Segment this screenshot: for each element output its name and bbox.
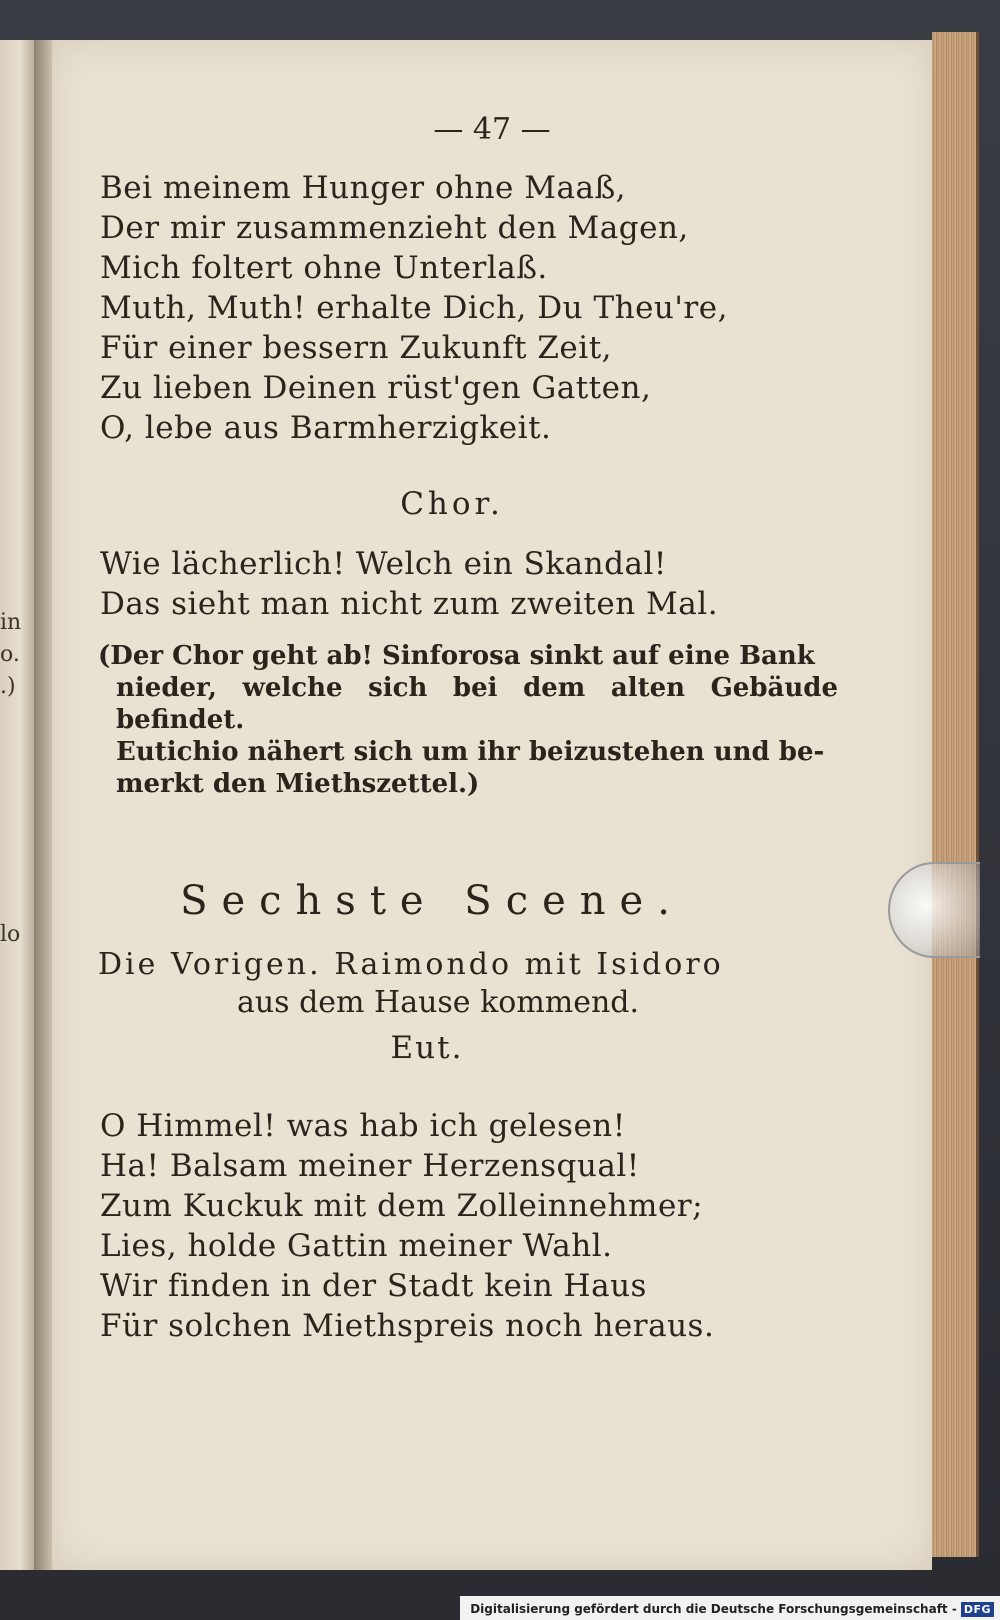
page-block-edge bbox=[932, 32, 979, 1557]
page-text bbox=[52, 40, 932, 1570]
left-margin-fragment: lo bbox=[0, 922, 21, 947]
stage-direction-line: Eutichio nähert sich um ihr beizustehen und be- bbox=[116, 737, 825, 767]
verse-block bbox=[100, 544, 718, 624]
verse-line: Zum Kuckuk mit dem Zolleinnehmer; bbox=[100, 1188, 704, 1224]
verse-line: Mich foltert ohne Unterlaß. bbox=[100, 250, 548, 286]
credit-text: Digitalisierung gefördert durch die Deutsche Forschungsgemeinschaft - bbox=[470, 1602, 957, 1616]
verse-block bbox=[100, 1106, 714, 1346]
scene-persons-line: Die Vorigen. Raimondo mit Isidoro bbox=[98, 947, 724, 982]
speaker-heading: Chor. bbox=[400, 486, 504, 522]
speaker-heading: Eut. bbox=[390, 1030, 464, 1066]
scene-persons-line: aus dem Hause kommend. bbox=[236, 985, 640, 1020]
stage-direction-line: (Der Chor geht ab! Sinforosa sinkt auf eine Bank bbox=[98, 641, 815, 671]
verse-line: Wie lächerlich! Welch ein Skandal! bbox=[100, 546, 667, 582]
verse-line: Das sieht man nicht zum zweiten Mal. bbox=[100, 586, 719, 622]
verse-line: Bei meinem Hunger ohne Maaß, bbox=[100, 170, 626, 206]
verse-line: Muth, Muth! erhalte Dich, Du Theu're, bbox=[100, 290, 728, 326]
left-margin-fragment: .) bbox=[0, 674, 16, 699]
stage-direction-line: merkt den Miethszettel.) bbox=[116, 769, 480, 799]
verse-line: Der mir zusammenzieht den Magen, bbox=[100, 210, 689, 246]
left-page-edge bbox=[0, 40, 36, 1570]
verse-line: Lies, holde Gattin meiner Wahl. bbox=[100, 1228, 613, 1264]
verse-line: Für einer bessern Zukunft Zeit, bbox=[100, 330, 612, 366]
verse-line: Zu lieben Deinen rüst'gen Gatten, bbox=[100, 370, 652, 406]
page-number: — 47 — bbox=[433, 112, 551, 147]
verse-line: Wir finden in der Stadt kein Haus bbox=[100, 1268, 647, 1304]
scene-persons bbox=[98, 946, 838, 1022]
left-margin-fragment: in bbox=[0, 610, 22, 635]
digitization-credit bbox=[460, 1596, 1000, 1620]
verse-line: O Himmel! was hab ich gelesen! bbox=[100, 1108, 626, 1144]
stage-direction-line: nieder, welche sich bei dem alten Gebäude befindet. bbox=[116, 673, 838, 735]
dfg-logo: DFG bbox=[961, 1602, 994, 1617]
verse-line: O, lebe aus Barmherzigkeit. bbox=[100, 410, 552, 446]
verse-block bbox=[100, 168, 728, 448]
left-margin-fragment: o. bbox=[0, 642, 20, 667]
stage-direction bbox=[98, 640, 838, 800]
verse-line: Für solchen Miethspreis noch heraus. bbox=[100, 1308, 715, 1344]
book-gutter bbox=[34, 40, 54, 1570]
verse-line: Ha! Balsam meiner Herzensqual! bbox=[100, 1148, 640, 1184]
scene-title: Sechste Scene. bbox=[180, 878, 684, 924]
